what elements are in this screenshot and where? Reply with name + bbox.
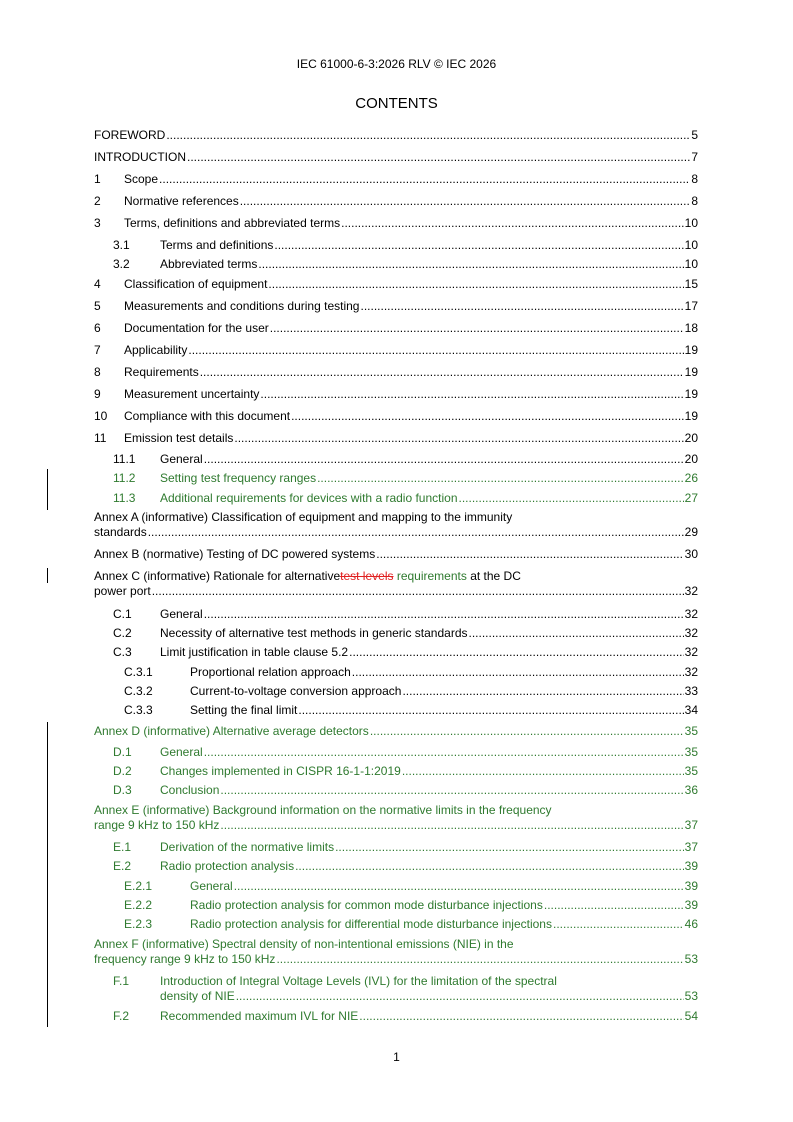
toc-entry-title-continuation: range 9 kHz to 150 kHz — [94, 818, 220, 832]
toc-leader-dots — [200, 364, 684, 380]
toc-page-number: 32 — [684, 626, 698, 640]
toc-leader-dots — [234, 430, 683, 446]
toc-entry-title: Proportional relation approach — [190, 665, 351, 679]
toc-leader-dots — [204, 744, 684, 760]
toc-page-number: 10 — [684, 257, 698, 271]
toc-entry-title: Requirements — [124, 365, 199, 379]
toc-entry-number: C.3 — [113, 645, 132, 659]
toc-entry-title-continuation: frequency range 9 kHz to 150 kHz — [94, 952, 276, 966]
toc-entry-number: 3 — [94, 216, 101, 230]
toc-entry-number: 8 — [94, 365, 101, 379]
toc-page-number: 37 — [684, 840, 698, 854]
toc-leader-dots — [376, 546, 683, 562]
toc-entry-title: General — [160, 607, 203, 621]
toc-page-number: 39 — [684, 898, 698, 912]
toc-entry-title: Normative references — [124, 194, 239, 208]
toc-page-number: 20 — [684, 452, 698, 466]
toc-leader-dots — [204, 606, 684, 622]
toc-leader-dots — [544, 897, 684, 913]
toc-page-number: 39 — [684, 879, 698, 893]
change-bar — [47, 469, 48, 510]
toc-entry-title: Current-to-voltage conversion approach — [190, 684, 402, 698]
toc-entry-number: F.1 — [113, 974, 130, 988]
toc-page-number: 32 — [684, 645, 698, 659]
toc-entry-number: 11 — [94, 431, 107, 445]
toc-leader-dots — [234, 878, 684, 894]
toc-entry-title: Conclusion — [160, 783, 220, 797]
toc-leader-dots — [274, 237, 683, 253]
toc-entry-title-part: at the DC — [466, 569, 521, 583]
toc-entry-title: Derivation of the normative limits — [160, 840, 335, 854]
toc-entry-number: C.1 — [113, 607, 132, 621]
page-title: CONTENTS — [355, 95, 438, 112]
toc-entry-title: Abbreviated terms — [160, 257, 258, 271]
toc-page-number: 35 — [684, 724, 698, 738]
toc-entry-number: E.2.1 — [124, 879, 153, 893]
toc-entry-number: 5 — [94, 299, 101, 313]
toc-leader-dots — [295, 858, 684, 874]
toc-entry-title: Setting test frequency ranges — [160, 471, 317, 485]
toc-leader-dots — [298, 702, 683, 718]
toc-leader-dots — [260, 386, 683, 402]
toc-page-number: 35 — [684, 745, 698, 759]
toc-page-number: 19 — [684, 365, 698, 379]
toc-leader-dots — [349, 644, 684, 660]
toc-entry-number: 6 — [94, 321, 101, 335]
toc-page-number: 32 — [684, 607, 698, 621]
toc-entry-title: FOREWORD — [94, 128, 166, 142]
toc-page-number: 8 — [691, 194, 698, 208]
toc-leader-dots — [220, 782, 683, 798]
toc-entry-title: Additional requirements for devices with a radio function — [160, 491, 458, 505]
toc-entry-number: 2 — [94, 194, 101, 208]
toc-entry-number: C.3.2 — [124, 684, 153, 698]
toc-entry-title: Annex B (normative) Testing of DC powered systems — [94, 547, 376, 561]
toc-page-number: 19 — [684, 409, 698, 423]
toc-page-number: 36 — [684, 783, 698, 797]
toc-leader-dots — [220, 817, 683, 833]
toc-page-number: 19 — [684, 343, 698, 357]
change-bar — [47, 722, 48, 1027]
toc-entry-title: Limit justification in table clause 5.2 — [160, 645, 349, 659]
toc-page-number: 26 — [684, 471, 698, 485]
toc-leader-dots — [159, 171, 690, 187]
toc-entry-number: 3.2 — [113, 257, 130, 271]
toc-page-number: 32 — [684, 584, 698, 598]
toc-entry-number: D.2 — [113, 764, 132, 778]
toc-entry-title: Necessity of alternative test methods in generic standards — [160, 626, 468, 640]
toc-leader-dots — [335, 839, 684, 855]
toc-leader-dots — [402, 763, 684, 779]
toc-entry-number: E.2 — [113, 859, 132, 873]
toc-leader-dots — [459, 490, 684, 506]
inserted-text: requirements — [393, 569, 467, 583]
toc-page-number: 39 — [684, 859, 698, 873]
toc-page-number: 20 — [684, 431, 698, 445]
toc-leader-dots — [352, 664, 684, 680]
toc-leader-dots — [291, 408, 684, 424]
toc-entry-title: INTRODUCTION — [94, 150, 186, 164]
toc-leader-dots — [360, 298, 683, 314]
toc-entry-title: Setting the final limit — [190, 703, 298, 717]
toc-leader-dots — [188, 342, 683, 358]
toc-entry-number: E.2.2 — [124, 898, 153, 912]
toc-page-number: 53 — [684, 952, 698, 966]
toc-entry-title: Classification of equipment — [124, 277, 268, 291]
toc-entry-number: D.3 — [113, 783, 132, 797]
toc-entry-title: Applicability — [124, 343, 188, 357]
toc-page-number: 37 — [684, 818, 698, 832]
toc-leader-dots — [276, 951, 683, 967]
toc-entry-title-continuation: standards — [94, 525, 147, 539]
toc-page-number: 54 — [684, 1009, 698, 1023]
toc-page-number: 15 — [684, 277, 698, 291]
toc-entry-title-continuation: power port — [94, 584, 151, 598]
toc-entry-title: Terms and definitions — [160, 238, 274, 252]
toc-page-number: 18 — [684, 321, 698, 335]
toc-entry-number: 1 — [94, 172, 101, 186]
toc-entry-number: 10 — [94, 409, 108, 423]
toc-leader-dots — [152, 583, 684, 599]
toc-page-number: 53 — [684, 989, 698, 1003]
toc-entry-number: 7 — [94, 343, 101, 357]
change-bar — [47, 568, 48, 583]
deleted-text: test levels — [340, 569, 394, 583]
toc-page-number: 46 — [684, 917, 698, 931]
toc-entry-title: Annex F (informative) Spectral density of non-intentional emissions (NIE) in the — [94, 937, 514, 951]
toc-leader-dots — [258, 256, 683, 272]
toc-entry-number: C.3.3 — [124, 703, 153, 717]
toc-entry-title: Recommended maximum IVL for NIE — [160, 1009, 359, 1023]
toc-entry-number: F.2 — [113, 1009, 130, 1023]
toc-entry-title: Annex D (informative) Alternative average detectors — [94, 724, 369, 738]
toc-leader-dots — [469, 625, 684, 641]
toc-entry-title: Terms, definitions and abbreviated terms — [124, 216, 341, 230]
toc-page-number: 17 — [684, 299, 698, 313]
toc-entry-number: C.2 — [113, 626, 132, 640]
toc-page-number: 8 — [691, 172, 698, 186]
toc-entry-title: Radio protection analysis for differential mode disturbance injections — [190, 917, 552, 931]
toc-entry-number: E.2.3 — [124, 917, 153, 931]
toc-page-number: 7 — [691, 150, 698, 164]
toc-entry-number: C.3.1 — [124, 665, 153, 679]
toc-leader-dots — [240, 193, 691, 209]
toc-entry-title-part: Annex C (informative) Rationale for alternative — [94, 569, 341, 583]
toc-page-number: 35 — [684, 764, 698, 778]
toc-entry-number: 9 — [94, 387, 101, 401]
toc-page-number: 5 — [691, 128, 698, 142]
toc-entry-title: Annex E (informative) Background information on the normative limits in the frequency — [94, 803, 552, 817]
toc-leader-dots — [166, 127, 690, 143]
toc-entry-title: General — [160, 452, 203, 466]
toc-page-number: 10 — [684, 216, 698, 230]
page-header: IEC 61000-6-3:2026 RLV © IEC 2026 — [296, 57, 497, 71]
toc-entry-title: Changes implemented in CISPR 16-1-1:2019 — [160, 764, 401, 778]
toc-entry-title: Compliance with this document — [124, 409, 291, 423]
toc-entry-title: Radio protection analysis for common mode disturbance injections — [190, 898, 543, 912]
toc-page-number: 27 — [684, 491, 698, 505]
toc-leader-dots — [148, 524, 684, 540]
toc-entry-title: Measurements and conditions during testing — [124, 299, 360, 313]
toc-leader-dots — [370, 723, 684, 739]
toc-entry-title: Documentation for the user — [124, 321, 269, 335]
toc-leader-dots — [187, 149, 690, 165]
toc-entry-number: 4 — [94, 277, 101, 291]
toc-entry-number: 11.2 — [113, 471, 136, 485]
toc-page-number: 10 — [684, 238, 698, 252]
toc-entry-title: Emission test details — [124, 431, 234, 445]
page-number: 1 — [393, 1050, 400, 1064]
toc-leader-dots — [268, 276, 683, 292]
toc-leader-dots — [359, 1008, 683, 1024]
toc-leader-dots — [402, 683, 683, 699]
toc-entry-number: 11.1 — [113, 452, 136, 466]
toc-page-number: 34 — [684, 703, 698, 717]
toc-entry-title-continuation: density of NIE — [160, 989, 235, 1003]
toc-entry-title: General — [160, 745, 203, 759]
toc-entry-number: E.1 — [113, 840, 132, 854]
toc-leader-dots — [204, 451, 684, 467]
toc-entry-title — [94, 568, 521, 584]
toc-entry-title: Annex A (informative) Classification of equipment and mapping to the immunity — [94, 510, 513, 524]
toc-page-number: 30 — [684, 547, 698, 561]
toc-entry-title: Measurement uncertainty — [124, 387, 260, 401]
toc-entry-title: Introduction of Integral Voltage Levels (IVL) for the limitation of the spectral — [160, 974, 557, 988]
toc-entry-title: General — [190, 879, 233, 893]
toc-entry-title: Scope — [124, 172, 159, 186]
toc-entry-number: 3.1 — [113, 238, 130, 252]
toc-page-number: 33 — [684, 684, 698, 698]
toc-entry-title: Radio protection analysis — [160, 859, 295, 873]
toc-page-number: 29 — [684, 525, 698, 539]
toc-leader-dots — [317, 470, 684, 486]
toc-page-number: 32 — [684, 665, 698, 679]
toc-leader-dots — [270, 320, 684, 336]
toc-leader-dots — [236, 988, 684, 1004]
toc-leader-dots — [553, 916, 684, 932]
toc-page-number: 19 — [684, 387, 698, 401]
toc-entry-number: D.1 — [113, 745, 132, 759]
toc-leader-dots — [341, 215, 684, 231]
toc-entry-number: 11.3 — [113, 491, 136, 505]
